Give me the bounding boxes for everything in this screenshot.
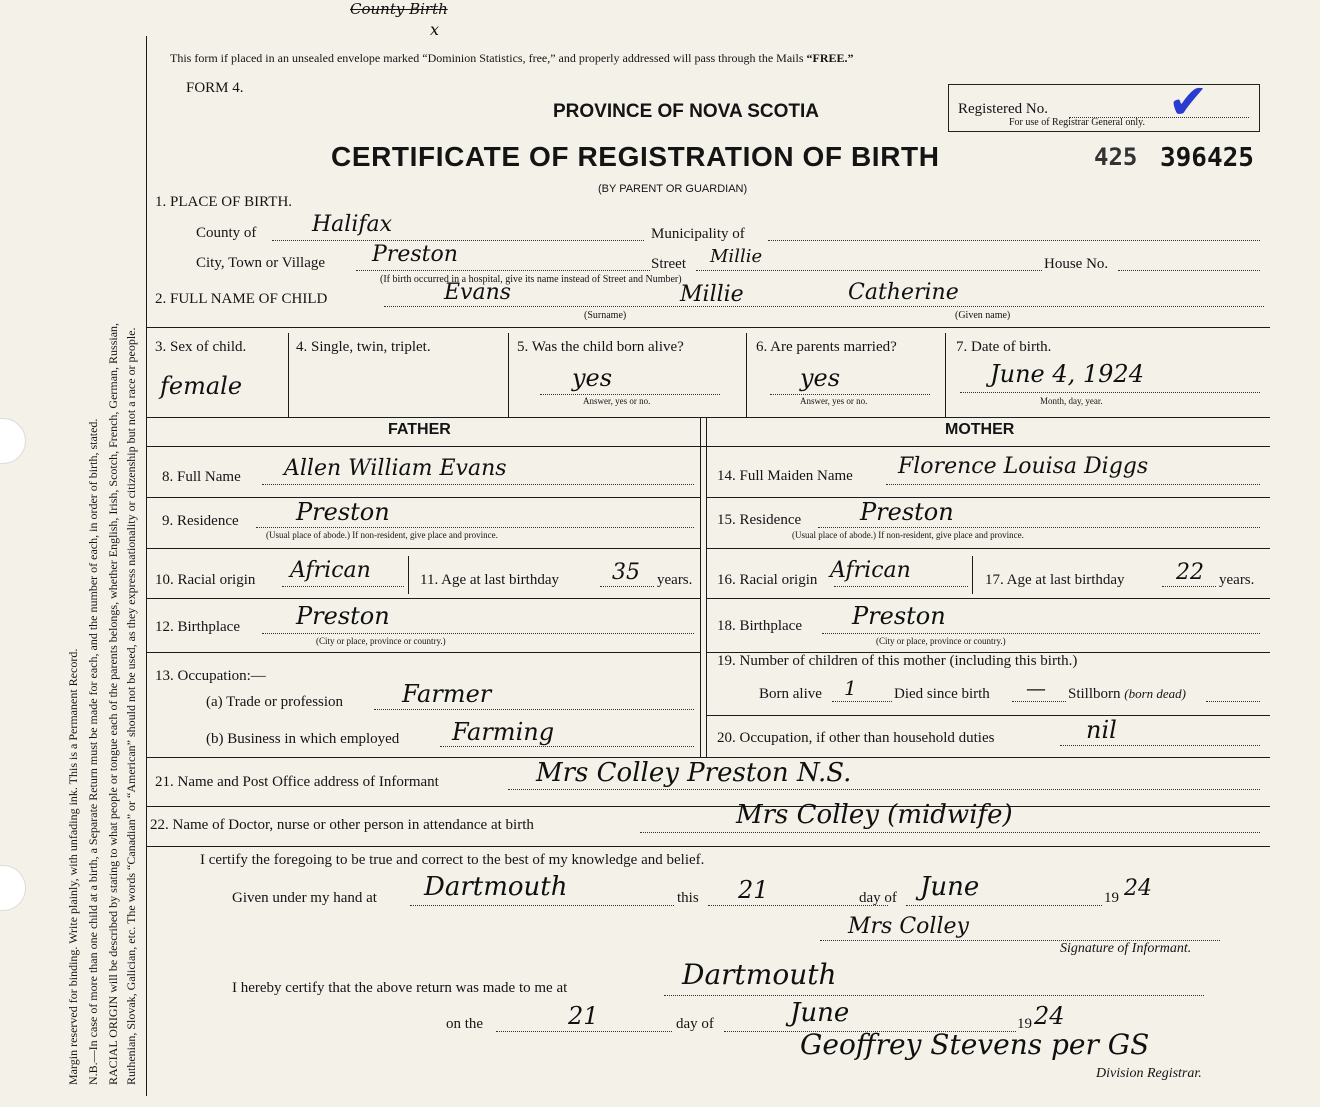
mother-occupation-label: 20. Occupation, if other than household duties	[717, 730, 995, 746]
margin-note-binding: Margin reserved for binding. Write plainly, with unfading ink. This is a Permanent Record.	[66, 648, 80, 1085]
child-name-label: 2. FULL NAME OF CHILD	[155, 291, 328, 307]
father-age-dots	[600, 586, 654, 587]
given-year-suffix[interactable]: 24	[1124, 876, 1152, 901]
city-label: City, Town or Village	[196, 255, 326, 271]
mother-birthplace-value[interactable]: Preston	[852, 602, 946, 630]
registrar-year-suffix[interactable]: 24	[1034, 1002, 1065, 1030]
mother-racial-dots	[834, 586, 968, 587]
house-dots	[1118, 270, 1260, 271]
certificate-title: CERTIFICATE OF REGISTRATION OF BIRTH	[331, 141, 940, 172]
birth-date-dots	[960, 392, 1260, 393]
father-name-dots	[262, 484, 694, 485]
divider-line	[146, 806, 1270, 807]
father-years-label: years.	[657, 572, 693, 588]
column-divider	[972, 556, 973, 594]
mother-racial-value[interactable]: African	[830, 558, 911, 583]
father-heading: FATHER	[388, 421, 451, 438]
divider-line	[706, 598, 1270, 599]
county-label: County of	[196, 225, 257, 241]
column-divider	[288, 333, 289, 417]
registrar-year-prefix: 19	[1017, 1016, 1032, 1032]
given-month-dots	[906, 905, 1102, 906]
stillborn-label	[1068, 686, 1186, 703]
doctor-value[interactable]: Mrs Colley (midwife)	[736, 800, 1013, 830]
mother-children-label: 19. Number of children of this mother (including this birth.)	[717, 653, 1078, 669]
born-alive-count-value[interactable]: 1	[844, 676, 857, 700]
father-name-value[interactable]: Allen William Evans	[284, 456, 507, 481]
mother-residence-label: 15. Residence	[717, 512, 802, 528]
divider-line	[146, 446, 1270, 447]
father-trade-dots	[374, 709, 694, 710]
street-value[interactable]: Millie	[710, 246, 763, 267]
doctor-label: 22. Name of Doctor, nurse or other person in attendance at birth	[150, 817, 534, 833]
father-birthplace-note: (City or place, province or country.)	[316, 636, 446, 646]
form-number: FORM 4.	[186, 80, 244, 96]
margin-note-racial-origin-cont: Ruthenian, Slovak, Galician, etc. The words “Canadian” or “American” should not be used, as they express nationality or citizenship but not a race or people.	[124, 327, 138, 1085]
municipality-label: Municipality of	[651, 226, 745, 242]
given-place-value[interactable]: Dartmouth	[424, 872, 568, 902]
city-dots	[356, 270, 650, 271]
mother-name-value[interactable]: Florence Louisa Diggs	[898, 454, 1149, 479]
frame-left-line	[146, 36, 147, 1096]
registrar-signature-label: Division Registrar.	[1096, 1066, 1202, 1081]
street-dots	[696, 270, 1042, 271]
given-year-prefix: 19	[1104, 890, 1119, 906]
margin-note-multiple-births: N.B.—In case of more than one child at a birth, a Separate Return must be made for each, and the number of each, in order of birth, stated.	[86, 418, 100, 1085]
born-alive-dots	[540, 394, 720, 395]
father-trade-value[interactable]: Farmer	[402, 680, 492, 708]
registrar-on-label: on the	[446, 1016, 484, 1032]
given-this-label: this	[677, 890, 699, 906]
multiplicity-label: 4. Single, twin, triplet.	[296, 339, 431, 355]
stillborn-note: (born dead)	[1124, 686, 1187, 701]
father-residence-dots	[256, 527, 694, 528]
margin-note-racial-origin: RACIAL ORIGIN will be described by stating to what people or tongue each of the parents belongs, whether English, Irish, Scotch, French, German, Russian,	[106, 322, 120, 1085]
given-hand-label: Given under my hand at	[232, 890, 377, 906]
column-divider	[508, 333, 509, 417]
parents-married-label: 6. Are parents married?	[756, 339, 897, 355]
father-racial-label: 10. Racial origin	[155, 572, 256, 588]
mail-note-free: “FREE.”	[806, 51, 854, 65]
informant-dots	[508, 789, 1260, 790]
child-given-second[interactable]: Catherine	[848, 280, 959, 305]
divider-line	[146, 652, 700, 653]
certificate-subtitle: (BY PARENT OR GUARDIAN)	[598, 183, 748, 195]
divider-line	[706, 548, 1270, 549]
serial-number: 396425	[1160, 143, 1254, 173]
divider-line	[146, 598, 700, 599]
father-racial-value[interactable]: African	[290, 558, 371, 583]
mother-age-value[interactable]: 22	[1176, 560, 1204, 585]
born-alive-count-label: Born alive	[759, 686, 822, 702]
died-count-label: Died since birth	[894, 686, 990, 702]
father-business-label: (b) Business in which employed	[206, 731, 400, 747]
father-occupation-label: 13. Occupation:—	[155, 668, 266, 684]
father-age-label: 11. Age at last birthday	[420, 572, 559, 588]
mother-years-label: years.	[1219, 572, 1255, 588]
father-residence-label: 9. Residence	[162, 513, 239, 529]
province-heading: PROVINCE OF NOVA SCOTIA	[553, 101, 820, 122]
father-business-dots	[440, 746, 694, 747]
father-business-value[interactable]: Farming	[452, 718, 555, 746]
died-count-dots	[1012, 701, 1066, 702]
city-value[interactable]: Preston	[372, 242, 458, 267]
stillborn-dots	[1206, 701, 1260, 702]
parent-column-divider	[706, 417, 707, 757]
top-mark: x	[430, 20, 440, 39]
birth-date-value[interactable]: June 4, 1924	[990, 360, 1144, 388]
birth-date-label: 7. Date of birth.	[956, 339, 1052, 355]
father-birthplace-value[interactable]: Preston	[296, 602, 390, 630]
divider-line	[146, 497, 700, 498]
mother-residence-dots	[818, 527, 1260, 528]
mother-heading: MOTHER	[945, 421, 1015, 438]
birth-date-note: Month, day, year.	[1040, 396, 1103, 406]
mail-note-text: This form if placed in an unsealed envelope marked “Dominion Statistics, free,” and properly addressed will pass through the Mails	[170, 51, 804, 65]
mother-occupation-value[interactable]: nil	[1086, 716, 1117, 744]
parent-column-divider	[700, 417, 701, 757]
born-alive-label: 5. Was the child born alive?	[517, 339, 684, 355]
father-residence-note: (Usual place of abode.) If non-resident, give place and province.	[266, 530, 498, 540]
mother-name-dots	[886, 484, 1260, 485]
registered-box	[948, 84, 1260, 132]
parents-married-note: Answer, yes or no.	[800, 396, 868, 406]
father-age-value[interactable]: 35	[612, 560, 640, 585]
column-divider	[408, 556, 409, 594]
given-place-dots	[410, 905, 674, 906]
sex-value[interactable]: female	[160, 372, 243, 400]
father-racial-dots	[282, 586, 404, 587]
informant-value[interactable]: Mrs Colley Preston N.S.	[536, 758, 852, 788]
house-label: House No.	[1044, 256, 1109, 272]
municipality-dots	[768, 240, 1260, 241]
informant-label: 21. Name and Post Office address of Informant	[155, 774, 439, 790]
registered-label: Registered No.	[958, 101, 1048, 117]
divider-line	[706, 497, 1270, 498]
doctor-dots	[640, 832, 1260, 833]
father-birthplace-label: 12. Birthplace	[155, 619, 240, 635]
father-trade-label: (a) Trade or profession	[206, 694, 344, 710]
county-dots	[272, 240, 644, 241]
binding-hole	[0, 418, 26, 464]
parents-married-dots	[770, 394, 930, 395]
serial-prefix: 425	[1094, 143, 1138, 171]
registrar-statement: I hereby certify that the above return was made to me at	[232, 980, 568, 996]
mother-age-dots	[1162, 586, 1216, 587]
divider-line	[146, 327, 1270, 328]
top-note: County Birth	[350, 0, 448, 18]
mother-occupation-dots	[1060, 745, 1260, 746]
parents-married-value[interactable]: yes	[800, 364, 841, 392]
father-name-label: 8. Full Name	[162, 469, 241, 485]
father-residence-value[interactable]: Preston	[296, 498, 390, 526]
registrar-day-of-label: day of	[676, 1016, 714, 1032]
registrar-place-dots	[664, 995, 1204, 996]
mother-birthplace-dots	[822, 633, 1260, 634]
given-month-value[interactable]: June	[920, 872, 980, 902]
mother-residence-value[interactable]: Preston	[860, 498, 954, 526]
county-value[interactable]: Halifax	[312, 212, 393, 237]
binding-hole	[0, 865, 26, 911]
died-count-value[interactable]: —	[1026, 676, 1046, 700]
born-alive-note: Answer, yes or no.	[583, 396, 651, 406]
informant-signature-label: Signature of Informant.	[1060, 941, 1192, 956]
mother-age-label: 17. Age at last birthday	[985, 572, 1125, 588]
registrar-signature[interactable]: Geoffrey Stevens per GS	[800, 1028, 1150, 1061]
sex-label: 3. Sex of child.	[155, 339, 247, 355]
registered-note: For use of Registrar General only.	[1009, 117, 1145, 128]
child-given-first[interactable]: Millie	[680, 282, 744, 307]
street-label: Street	[651, 256, 686, 272]
mother-racial-label: 16. Racial origin	[717, 572, 818, 588]
stillborn-label-text: Stillborn	[1068, 686, 1121, 702]
given-caption: (Given name)	[955, 310, 1011, 321]
child-name-dots	[384, 306, 1264, 307]
registrar-month-value[interactable]: June	[790, 998, 850, 1028]
hospital-note: (If birth occurred in a hospital, give its name instead of Street and Number)	[380, 274, 682, 285]
divider-line	[146, 846, 1270, 847]
born-alive-value[interactable]: yes	[572, 364, 613, 392]
mother-birthplace-label: 18. Birthplace	[717, 618, 802, 634]
mother-birthplace-note: (City or place, province or country.)	[876, 636, 1006, 646]
divider-line	[706, 715, 1270, 716]
registrar-day-dots	[496, 1031, 672, 1032]
mother-residence-note: (Usual place of abode.) If non-resident, give place and province.	[792, 530, 1024, 540]
registrar-day-value[interactable]: 21	[568, 1002, 599, 1030]
born-alive-count-dots	[832, 701, 892, 702]
given-day-of-label: day of	[859, 890, 897, 906]
given-day-value[interactable]: 21	[738, 876, 769, 904]
column-divider	[746, 333, 747, 417]
informant-signature[interactable]: Mrs Colley	[848, 914, 969, 939]
mail-note	[170, 51, 854, 66]
divider-line	[146, 548, 700, 549]
divider-line	[146, 417, 1270, 418]
surname-caption: (Surname)	[584, 310, 627, 321]
child-surname[interactable]: Evans	[444, 280, 512, 305]
mother-name-label: 14. Full Maiden Name	[717, 468, 853, 484]
registrar-place-value[interactable]: Dartmouth	[682, 958, 837, 991]
check-icon: ✔	[1168, 74, 1209, 130]
father-birthplace-dots	[262, 633, 694, 634]
place-heading: 1. PLACE OF BIRTH.	[155, 194, 293, 210]
certify-statement: I certify the foregoing to be true and correct to the best of my knowledge and belief.	[200, 852, 705, 868]
column-divider	[945, 333, 946, 417]
